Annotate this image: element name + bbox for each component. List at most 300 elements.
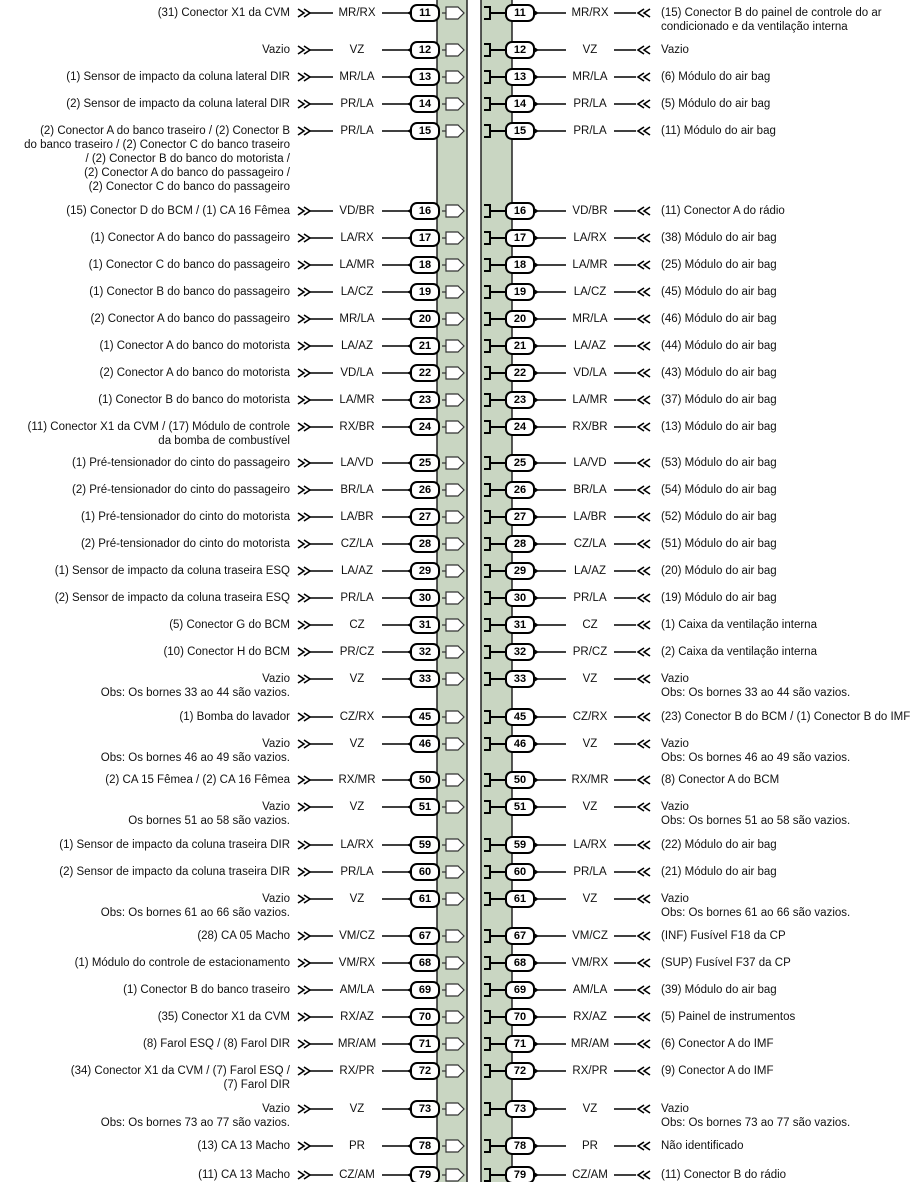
left-description-line: Vazio [262,44,290,56]
right-description-line: (5) Módulo do air bag [661,98,771,110]
wire-color-right: MR/RX [571,7,609,19]
right-description-line: Obs: Os bornes 61 ao 66 são vazios. [661,907,851,919]
right-description-line: (19) Módulo do air bag [661,592,777,604]
double-chevron-icon [638,841,650,849]
left-description-line: (1) Módulo do controle de estacionamento [74,957,290,969]
left-description-line: (1) Conector B do banco do passageiro [89,286,290,298]
pin-number-left: 29 [418,565,432,577]
pin-number-right: 16 [513,205,527,217]
left-description-line: (13) CA 13 Macho [197,1140,290,1152]
wire-color-right: VZ [582,801,598,813]
double-chevron-icon [298,396,310,404]
double-chevron-icon [638,73,650,81]
double-chevron-icon [298,648,310,656]
pin-number-left: 68 [418,957,432,969]
pin-number-left: 79 [418,1169,432,1181]
wire-color-left: RX/BR [339,421,375,433]
pin-number-left: 31 [418,619,432,631]
left-description-line: Vazio [262,738,290,750]
wire-color-left: PR/LA [340,98,374,110]
wire-color-left: LA/RX [340,232,374,244]
wire-color-right: VZ [582,1103,598,1115]
pin-number-right: 23 [513,394,527,406]
left-description-line: (2) Conector A do banco do passageiro [90,313,290,325]
double-chevron-icon [298,288,310,296]
pin-number-left: 32 [418,646,432,658]
double-chevron-icon [298,594,310,602]
pin-number-left: 78 [418,1140,432,1152]
wire-color-right: VD/BR [572,205,608,217]
double-chevron-icon [638,594,650,602]
double-chevron-icon [638,621,650,629]
wire-color-left: AM/LA [339,984,375,996]
double-chevron-icon [298,959,310,967]
wire-color-right: LA/MR [572,259,608,271]
pin-number-right: 20 [513,313,527,325]
wire-color-left: VD/LA [340,367,374,379]
double-chevron-icon [298,1142,310,1150]
pin-number-right: 26 [513,484,527,496]
pin-number-right: 73 [513,1103,527,1115]
pin-number-right: 79 [513,1169,527,1181]
wire-color-left: VZ [349,801,365,813]
pin-number-right: 19 [513,286,527,298]
right-description-line: (11) Conector B do rádio [661,1169,787,1181]
double-chevron-icon [638,288,650,296]
pin-number-left: 72 [418,1065,432,1077]
wire-color-left: LA/BR [340,511,374,523]
left-description-line: Vazio [262,893,290,905]
double-chevron-icon [638,234,650,242]
right-description-line: Obs: Os bornes 51 ao 58 são vazios. [661,815,851,827]
wire-color-right: LA/CZ [573,286,607,298]
wire-color-left: RX/MR [338,774,376,786]
double-chevron-icon [298,423,310,431]
double-chevron-icon [298,207,310,215]
wire-color-right: LA/RX [573,839,607,851]
double-chevron-icon [638,803,650,811]
double-chevron-icon [638,1171,650,1179]
pin-number-right: 32 [513,646,527,658]
right-description-line: Obs: Os bornes 46 ao 49 são vazios. [661,752,851,764]
pin-number-left: 73 [418,1103,432,1115]
left-description-line: (2) CA 15 Fêmea / (2) CA 16 Fêmea [105,774,290,786]
pin-number-left: 27 [418,511,432,523]
wire-color-left: PR/LA [340,125,374,137]
left-description-line: (34) Conector X1 da CVM / (7) Farol ESQ / [70,1065,290,1077]
right-description-line: Obs: Os bornes 73 ao 77 são vazios. [661,1117,851,1129]
double-chevron-icon [638,1105,650,1113]
right-description-line: (53) Módulo do air bag [661,457,777,469]
right-description-line: (39) Módulo do air bag [661,984,777,996]
double-chevron-icon [638,675,650,683]
right-description-line: Vazio [661,44,689,56]
pin-number-right: 61 [513,893,527,905]
left-description-line: Vazio [262,801,290,813]
connector-housing-left [437,0,467,1182]
wire-color-right: LA/BR [573,511,607,523]
pin-number-left: 51 [418,801,432,813]
right-description-line: (51) Módulo do air bag [661,538,777,550]
double-chevron-icon [298,9,310,17]
double-chevron-icon [298,841,310,849]
pin-number-right: 67 [513,930,527,942]
wire-color-right: RX/AZ [573,1011,607,1023]
right-description-line: Vazio [661,893,689,905]
double-chevron-icon [638,396,650,404]
pin-number-right: 33 [513,673,527,685]
right-description-line: (1) Caixa da ventilação interna [661,619,817,631]
left-description-line: Vazio [262,1103,290,1115]
wire-color-left: CZ [349,619,365,631]
pin-number-right: 13 [513,71,527,83]
pin-number-right: 68 [513,957,527,969]
pin-number-right: 60 [513,866,527,878]
double-chevron-icon [638,959,650,967]
right-description-line: (5) Painel de instrumentos [661,1011,796,1023]
wire-color-left: CZ/LA [340,538,374,550]
wire-color-left: PR/CZ [339,646,375,658]
wire-color-right: AM/LA [572,984,608,996]
pin-number-left: 61 [418,893,432,905]
right-description-line: (21) Módulo do air bag [661,866,777,878]
wire-color-left: RX/AZ [340,1011,374,1023]
left-description-line: (5) Conector G do BCM [169,619,290,631]
wire-color-right: RX/PR [572,1065,608,1077]
pin-number-left: 11 [419,7,431,19]
double-chevron-icon [638,261,650,269]
double-chevron-icon [638,127,650,135]
pin-number-left: 28 [418,538,432,550]
left-description-line: (11) Conector X1 da CVM / (17) Módulo de controle [27,421,290,433]
left-description-line: (8) Farol ESQ / (8) Farol DIR [143,1038,290,1050]
double-chevron-icon [298,932,310,940]
right-description-line: (37) Módulo do air bag [661,394,777,406]
double-chevron-icon [298,73,310,81]
pin-number-left: 13 [418,71,432,83]
left-description-line: (1) Conector C do banco do passageiro [88,259,290,271]
right-description-line: (8) Conector A do BCM [661,774,780,786]
double-chevron-icon [638,1067,650,1075]
wire-color-right: RX/BR [572,421,608,433]
wire-color-right: VM/RX [571,957,609,969]
left-description-line: (10) Conector H do BCM [163,646,290,658]
double-chevron-icon [638,1142,650,1150]
pin-number-right: 70 [513,1011,527,1023]
pin-number-left: 20 [418,313,432,325]
pin-number-left: 30 [418,592,432,604]
double-chevron-icon [298,1171,310,1179]
double-chevron-icon [638,1013,650,1021]
left-description-line: (2) Pré-tensionador do cinto do motorista [80,538,290,550]
wire-color-right: VM/CZ [572,930,608,942]
right-description-line: (22) Módulo do air bag [661,839,777,851]
double-chevron-icon [298,868,310,876]
wire-color-right: VZ [582,893,598,905]
wire-color-left: PR/LA [340,866,374,878]
left-description-line: (2) Pré-tensionador do cinto do passageiro [72,484,290,496]
double-chevron-icon [638,1040,650,1048]
wire-color-left: VZ [349,738,365,750]
double-chevron-icon [638,207,650,215]
pin-number-left: 24 [418,421,432,433]
wire-color-right: MR/LA [572,71,608,83]
right-description-line: (6) Módulo do air bag [661,71,771,83]
pin-number-right: 78 [513,1140,527,1152]
left-description-line: Obs: Os bornes 73 ao 77 são vazios. [100,1117,290,1129]
wire-color-left: LA/MR [339,259,375,271]
right-description-line: Vazio [661,673,689,685]
pin-number-right: 27 [513,511,527,523]
pin-number-right: 31 [513,619,527,631]
left-description-line: (1) Conector A do banco do motorista [99,340,290,352]
wire-color-left: VM/RX [338,957,376,969]
double-chevron-icon [298,1040,310,1048]
right-description-line: (38) Módulo do air bag [661,232,777,244]
double-chevron-icon [638,46,650,54]
left-description-line: (31) Conector X1 da CVM [157,7,290,19]
pin-number-right: 24 [513,421,527,433]
pin-number-right: 45 [513,711,527,723]
pin-number-right: 59 [513,839,527,851]
double-chevron-icon [298,713,310,721]
right-description-line: (44) Módulo do air bag [661,340,777,352]
wire-color-left: MR/LA [339,71,375,83]
left-description-line: (2) Conector A do banco do passageiro / [84,167,290,179]
wire-color-left: BR/LA [340,484,374,496]
double-chevron-icon [638,868,650,876]
pin-number-left: 23 [418,394,432,406]
wire-color-right: LA/AZ [574,565,606,577]
right-description-line: (2) Caixa da ventilação interna [661,646,817,658]
pin-number-left: 46 [418,738,432,750]
wire-color-right: VZ [582,44,598,56]
wire-color-right: CZ/LA [573,538,607,550]
left-description-line: da bomba de combustível [158,435,290,447]
pin-number-right: 22 [513,367,527,379]
left-description-line: (7) Farol DIR [223,1079,290,1091]
pin-number-left: 22 [418,367,432,379]
left-description-line: Vazio [262,673,290,685]
wire-color-left: VZ [349,893,365,905]
wire-color-right: LA/MR [572,394,608,406]
double-chevron-icon [638,369,650,377]
wire-color-right: MR/AM [570,1038,610,1050]
right-description-line: (9) Conector A do IMF [661,1065,774,1077]
pin-number-left: 21 [418,340,432,352]
left-description-line: (1) Conector B do banco do motorista [98,394,290,406]
wire-color-left: MR/AM [337,1038,377,1050]
pin-number-right: 21 [513,340,527,352]
pin-number-right: 29 [513,565,527,577]
right-description-line: (SUP) Fusível F37 da CP [661,957,791,969]
double-chevron-icon [298,1067,310,1075]
double-chevron-icon [638,540,650,548]
double-chevron-icon [298,1105,310,1113]
pin-number-left: 69 [418,984,432,996]
left-description-line: Obs: Os bornes 46 ao 49 são vazios. [100,752,290,764]
wire-color-right: VZ [582,673,598,685]
pin-row [0,0,650,112]
wire-color-right: PR/CZ [572,646,608,658]
pin-number-right: 25 [513,457,527,469]
wire-color-left: VZ [349,1103,365,1115]
wire-color-left: PR [349,1140,365,1152]
wire-color-left: LA/AZ [341,340,373,352]
left-description-line: (15) Conector D do BCM / (1) CA 16 Fêmea [66,205,290,217]
double-chevron-icon [298,895,310,903]
wire-color-right: LA/RX [573,232,607,244]
wire-color-right: VZ [582,738,598,750]
double-chevron-icon [638,459,650,467]
pin-row [0,0,650,21]
pin-number-right: 46 [513,738,527,750]
right-description-line: (43) Módulo do air bag [661,367,777,379]
double-chevron-icon [298,46,310,54]
double-chevron-icon [638,648,650,656]
double-chevron-icon [638,740,650,748]
left-description-line: (2) Sensor de impacto da coluna traseira DIR [59,866,290,878]
double-chevron-icon [298,342,310,350]
left-description-line: (35) Conector X1 da CVM [157,1011,290,1023]
wire-color-left: LA/AZ [341,565,373,577]
double-chevron-icon [638,315,650,323]
pin-number-left: 71 [418,1038,432,1050]
right-description-line: (20) Módulo do air bag [661,565,777,577]
pin-number-right: 30 [513,592,527,604]
wire-color-right: PR/LA [573,125,607,137]
wire-color-left: VM/CZ [339,930,375,942]
left-description-line: (2) Conector A do banco do motorista [99,367,290,379]
double-chevron-icon [298,540,310,548]
pin-number-left: 17 [418,232,432,244]
right-description-line: (INF) Fusível F18 da CP [661,930,786,942]
wire-color-left: LA/CZ [340,286,374,298]
wire-color-left: MR/LA [339,313,375,325]
right-description-line: (23) Conector B do BCM / (1) Conector B do IMF [661,711,911,723]
pin-number-right: 15 [513,125,527,137]
pin-number-left: 50 [418,774,432,786]
double-chevron-icon [638,986,650,994]
left-description-line: (1) Bomba do lavador [179,711,290,723]
right-description-line: (52) Módulo do air bag [661,511,777,523]
pin-number-right: 17 [513,232,527,244]
right-description-line: (11) Módulo do air bag [661,125,776,137]
wire-color-right: PR/LA [573,592,607,604]
left-description-line: (2) Conector A do banco traseiro / (2) Conector B [40,125,290,137]
wire-color-left: LA/VD [340,457,374,469]
left-description-line: (1) Sensor de impacto da coluna lateral DIR [66,71,290,83]
pin-number-left: 18 [418,259,432,271]
right-description-line: (45) Módulo do air bag [661,286,777,298]
right-description-line: (6) Conector A do IMF [661,1038,774,1050]
right-description-line: (46) Módulo do air bag [661,313,777,325]
double-chevron-icon [638,486,650,494]
wire-color-left: PR/LA [340,592,374,604]
left-description-line: (1) Conector A do banco do passageiro [90,232,290,244]
left-description-line: (2) Sensor de impacto da coluna lateral DIR [66,98,290,110]
right-description-line: (13) Módulo do air bag [661,421,777,433]
double-chevron-icon [298,675,310,683]
wire-color-left: VZ [349,44,365,56]
right-description-line: Obs: Os bornes 33 ao 44 são vazios. [661,687,851,699]
double-chevron-icon [638,895,650,903]
wire-color-left: VZ [349,673,365,685]
right-description-line: (25) Módulo do air bag [661,259,777,271]
pin-number-right: 72 [513,1065,527,1077]
wire-color-left: CZ/RX [339,711,375,723]
right-description-line: condicionado e da ventilação interna [661,21,848,33]
double-chevron-icon [298,315,310,323]
pin-number-right: 50 [513,774,527,786]
wire-color-left: CZ/AM [339,1169,375,1181]
wire-color-right: CZ [582,619,598,631]
left-description-line: (2) Sensor de impacto da coluna traseira ESQ [54,592,290,604]
wire-color-right: CZ/AM [572,1169,608,1181]
pin-number-left: 67 [418,930,432,942]
wire-color-right: CZ/RX [572,711,608,723]
double-chevron-icon [638,932,650,940]
pin-number-right: 28 [513,538,527,550]
pin-number-right: 14 [513,98,527,110]
double-chevron-icon [638,423,650,431]
right-description-line: (15) Conector B do painel de controle do ar [661,7,882,19]
pin-number-right: 69 [513,984,527,996]
double-chevron-icon [638,713,650,721]
pin-number-left: 33 [418,673,432,685]
pin-number-left: 26 [418,484,432,496]
double-chevron-icon [638,776,650,784]
pin-number-right: 71 [513,1038,527,1050]
pin-number-left: 45 [418,711,432,723]
wire-color-right: PR/LA [573,866,607,878]
double-chevron-icon [298,459,310,467]
pin-number-left: 12 [418,44,432,56]
double-chevron-icon [638,342,650,350]
double-chevron-icon [298,621,310,629]
pin-number-left: 16 [418,205,432,217]
pin-row [0,0,650,752]
left-description-line: (1) Pré-tensionador do cinto do passageiro [72,457,290,469]
right-description-line: Vazio [661,738,689,750]
double-chevron-icon [638,100,650,108]
double-chevron-icon [638,513,650,521]
wire-color-left: MR/RX [338,7,376,19]
double-chevron-icon [298,776,310,784]
pin-number-left: 59 [418,839,432,851]
left-description-line: (2) Conector C do banco do passageiro [88,181,290,193]
double-chevron-icon [638,567,650,575]
right-description-line: Não identificado [661,1140,744,1152]
wire-color-right: MR/LA [572,313,608,325]
left-description-line: (1) Sensor de impacto da coluna traseira DIR [59,839,290,851]
double-chevron-icon [638,9,650,17]
pin-number-left: 25 [418,457,432,469]
pin-number-left: 19 [418,286,432,298]
left-description-line: (1) Pré-tensionador do cinto do motorista [80,511,290,523]
double-chevron-icon [298,513,310,521]
pin-number-right: 11 [514,7,526,19]
pin-number-left: 15 [418,125,432,137]
double-chevron-icon [298,986,310,994]
wire-color-right: LA/VD [573,457,607,469]
double-chevron-icon [298,100,310,108]
wire-color-left: RX/PR [339,1065,375,1077]
double-chevron-icon [298,1013,310,1021]
pin-row [0,0,650,58]
left-description-line: (11) CA 13 Macho [198,1169,290,1181]
wire-color-right: RX/MR [571,774,609,786]
